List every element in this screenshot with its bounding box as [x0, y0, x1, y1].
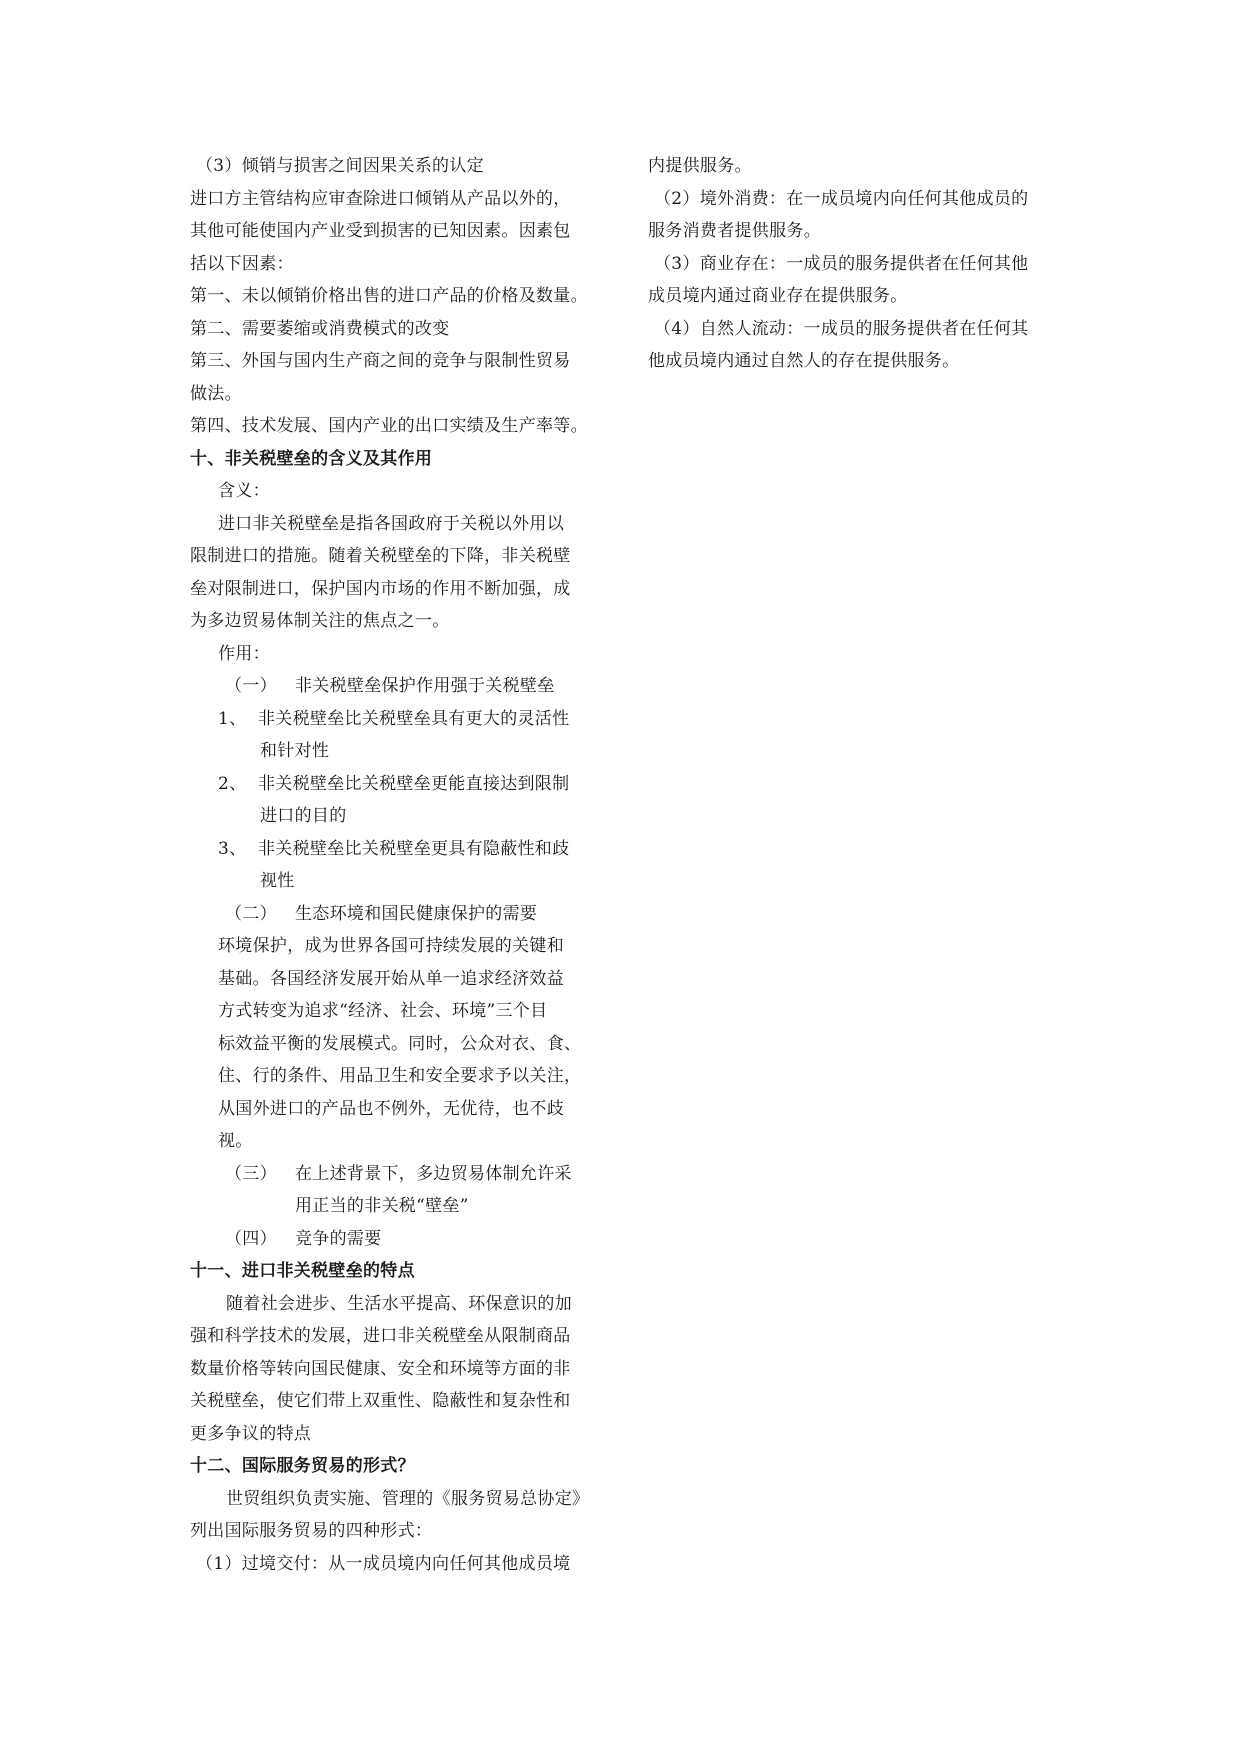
list-item-2 [190, 768, 605, 801]
section-heading-10: 十、非关税壁垒的含义及其作用 [190, 448, 433, 469]
list-item-1 [190, 703, 605, 736]
subpoint-text-cont: 用正当的非关税“壁垒” [295, 1196, 469, 1216]
text-line: 列出国际服务贸易的四种形式： [190, 1521, 433, 1541]
text-line: （4）自然人流动：一成员的服务提供者在任何其 [654, 318, 1029, 339]
section-heading-12: 十二、国际服务贸易的形式？ [190, 1456, 415, 1476]
subpoint-text: 在上述背景下，多边贸易体制允许采 [295, 1163, 572, 1184]
text-line: 为多边贸易体制关注的焦点之一。 [190, 611, 450, 631]
subpoint-text: 生态环境和国民健康保护的需要 [295, 903, 538, 924]
list-item-3 [190, 833, 605, 866]
text-line: 方式转变为追求“经济、社会、环境”三个目 [218, 1001, 548, 1021]
text-line: 世贸组织负责实施、管理的《服务贸易总协定》 [226, 1488, 590, 1509]
text-line: 进口非关税壁垒是指各国政府于关税以外用以 [218, 513, 564, 534]
subpoint-number: （二） [225, 903, 277, 924]
text-line: 标效益平衡的发展模式。同时，公众对衣、食、 [218, 1033, 582, 1054]
text-line: 其他可能使国内产业受到损害的已知因素。因素包 [190, 221, 571, 241]
subsection-heading: （3）倾销与损害之间因果关系的认定 [196, 156, 484, 176]
text-line: 做法。 [190, 383, 242, 404]
list-text-cont: 进口的目的 [260, 806, 347, 826]
list-number: 2、 [218, 773, 247, 794]
text-line: 限制进口的措施。随着关税壁垒的下降，非关税壁 [190, 546, 571, 566]
text-line: 第三、外国与国内生产商之间的竞争与限制性贸易 [190, 351, 571, 371]
text-line: 垒对限制进口，保护国内市场的作用不断加强，成 [190, 578, 571, 599]
subpoint-4 [190, 1223, 605, 1256]
list-text: 非关税壁垒比关税壁垒更能直接达到限制 [258, 773, 570, 794]
text-line: 关税壁垒，使它们带上双重性、隐蔽性和复杂性和 [190, 1391, 571, 1411]
list-number: 3、 [218, 838, 247, 859]
right-column [648, 150, 1063, 378]
left-column [190, 150, 605, 1580]
text-line: 作用： [218, 643, 270, 664]
text-line: 内提供服务。 [648, 156, 752, 176]
text-line: （2）境外消费：在一成员境内向任何其他成员的 [654, 188, 1029, 209]
text-line: 强和科学技术的发展，进口非关税壁垒从限制商品 [190, 1326, 571, 1346]
text-line: 第一、未以倾销价格出售的进口产品的价格及数量。 [190, 286, 588, 306]
text-line: 含义： [218, 481, 270, 501]
text-line: 更多争议的特点 [190, 1423, 312, 1444]
list-number: 1、 [218, 708, 247, 729]
list-text-cont: 视性 [260, 871, 295, 891]
text-line: （1）过境交付：从一成员境内向任何其他成员境 [196, 1553, 571, 1574]
text-line: 进口方主管结构应审查除进口倾销从产品以外的， [190, 188, 571, 209]
text-line: （3）商业存在：一成员的服务提供者在任何其他 [654, 253, 1029, 274]
text-line: 数量价格等转向国民健康、安全和环境等方面的非 [190, 1358, 571, 1379]
text-line: 随着社会进步、生活水平提高、环保意识的加 [226, 1293, 572, 1314]
list-text-cont: 和针对性 [260, 741, 330, 761]
text-line: 从国外进口的产品也不例外，无优待，也不歧 [218, 1098, 564, 1119]
subpoint-1 [190, 670, 605, 703]
text-line: 基础。各国经济发展开始从单一追求经济效益 [218, 968, 564, 989]
text-line: 视。 [218, 1131, 253, 1151]
subpoint-2 [190, 898, 605, 931]
section-heading-11: 十一、进口非关税壁垒的特点 [190, 1261, 415, 1281]
subpoint-text: 非关税壁垒保护作用强于关税壁垒 [295, 676, 555, 696]
list-text: 非关税壁垒比关税壁垒更具有隐蔽性和歧 [258, 838, 570, 859]
list-text: 非关税壁垒比关税壁垒具有更大的灵活性 [258, 708, 570, 729]
text-line: 第二、需要萎缩或消费模式的改变 [190, 318, 450, 339]
text-line: 成员境内通过商业存在提供服务。 [648, 286, 908, 306]
text-line: 第四、技术发展、国内产业的出口实绩及生产率等。 [190, 416, 588, 436]
subpoint-number: （三） [225, 1163, 277, 1184]
subpoint-3 [190, 1158, 605, 1191]
text-line: 他成员境内通过自然人的存在提供服务。 [648, 351, 960, 371]
text-line: 服务消费者提供服务。 [648, 221, 821, 241]
subpoint-text: 竞争的需要 [295, 1228, 382, 1249]
text-line: 住、行的条件、用品卫生和安全要求予以关注， [218, 1066, 582, 1086]
subpoint-number: （四） [225, 1228, 277, 1249]
subpoint-number: （一） [225, 676, 277, 696]
text-line: 括以下因素： [190, 253, 294, 274]
text-line: 环境保护，成为世界各国可持续发展的关键和 [218, 936, 564, 956]
